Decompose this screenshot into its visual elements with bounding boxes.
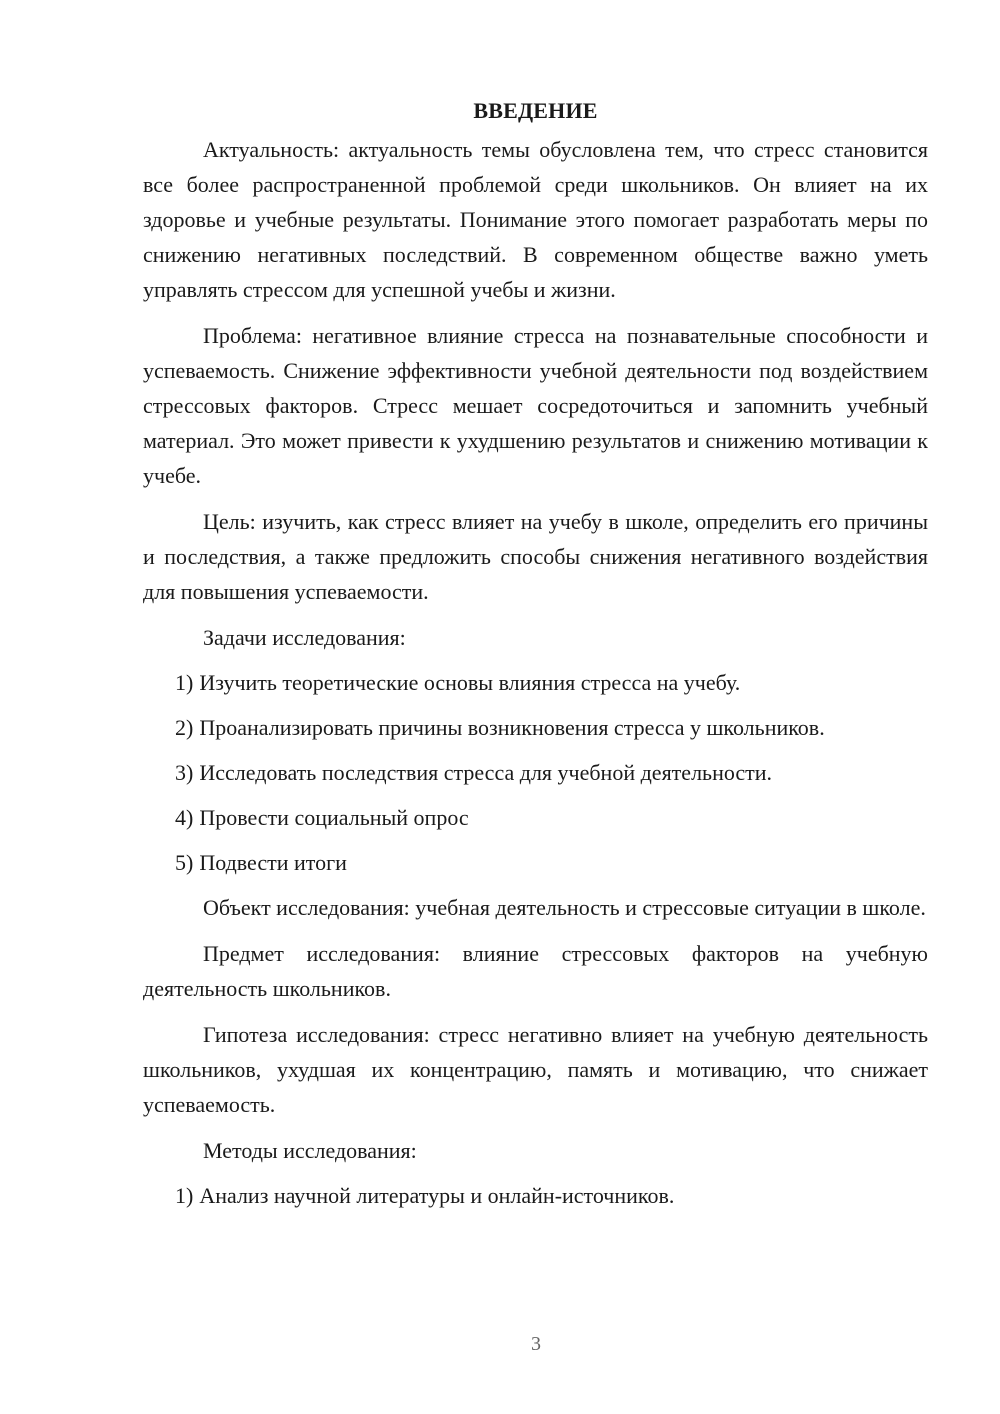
list-item-number: 4)	[175, 805, 194, 830]
document-page	[143, 96, 928, 1223]
list-item-text: Изучить теоретические основы влияния стресса на учебу.	[199, 670, 741, 695]
list-item	[143, 665, 928, 700]
object-paragraph: Объект исследования: учебная деятельность и стрессовые ситуации в школе.	[203, 895, 926, 920]
list-item-text: Провести социальный опрос	[199, 805, 469, 830]
list-item-number: 1)	[175, 670, 194, 695]
list-item-text: Проанализировать причины возникновения стресса у школьников.	[199, 715, 825, 740]
list-item-text: Исследовать последствия стресса для учебной деятельности.	[199, 760, 773, 785]
subject-paragraph: Предмет исследования: влияние стрессовых факторов на учебную деятельность школьников.	[143, 941, 928, 1001]
relevance-paragraph: Актуальность: актуальность темы обусловлена тем, что стресс становится все более распространенной проблемой среди школьников. Он влияет на их здоровье и учебные результаты. Понимание этого помогает разработать меры по снижению негативных последствий. В современном обществе важно уметь управлять стрессом для успешной учебы и жизни.	[143, 137, 928, 302]
list-item	[143, 845, 928, 880]
tasks-heading: Задачи исследования:	[203, 625, 406, 650]
methods-list	[143, 1178, 928, 1213]
page-number: 3	[531, 1333, 541, 1355]
list-item-text: Анализ научной литературы и онлайн-источников.	[199, 1183, 675, 1208]
page-title: ВВЕДЕНИЕ	[473, 98, 598, 123]
methods-heading: Методы исследования:	[203, 1138, 417, 1163]
list-item	[143, 710, 928, 745]
list-item-number: 1)	[175, 1183, 194, 1208]
list-item-number: 2)	[175, 715, 194, 740]
goal-paragraph: Цель: изучить, как стресс влияет на учебу в школе, определить его причины и последствия, а также предложить способы снижения негативного воздействия для повышения успеваемости.	[143, 509, 928, 604]
hypothesis-paragraph: Гипотеза исследования: стресс негативно влияет на учебную деятельность школьников, ухудшая их концентрацию, память и мотивацию, что снижает успеваемость.	[143, 1022, 928, 1117]
tasks-list	[143, 665, 928, 880]
list-item-number: 3)	[175, 760, 194, 785]
problem-paragraph: Проблема: негативное влияние стресса на познавательные способности и успеваемость. Снижение эффективности учебной деятельности под воздействием стрессовых факторов. Стресс мешает сосредоточиться и запомнить учебный материал. Это может привести к ухудшению результатов и снижению мотивации к учебе.	[143, 323, 928, 488]
list-item-number: 5)	[175, 850, 194, 875]
list-item	[143, 800, 928, 835]
list-item-text: Подвести итоги	[199, 850, 347, 875]
list-item	[143, 1178, 928, 1213]
list-item	[143, 755, 928, 790]
